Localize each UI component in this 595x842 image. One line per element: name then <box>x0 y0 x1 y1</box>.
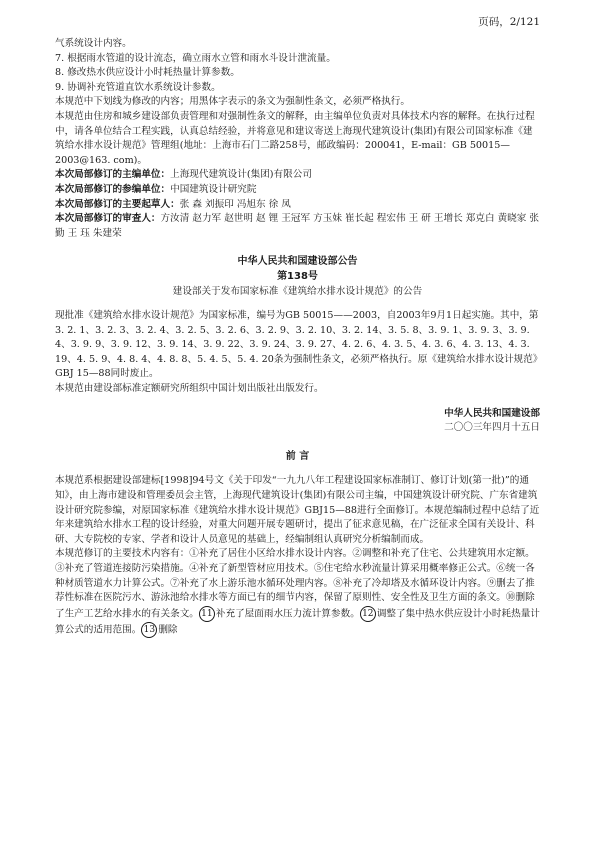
announcement-number: 第138号 <box>277 270 318 282</box>
editor-line <box>55 183 540 198</box>
intro-line: 7. 根据雨水管道的设计流态，确立雨水立管和雨水斗设计泄流量。 <box>55 52 336 64</box>
foreword-title: 前 言 <box>285 450 310 462</box>
foreword-text: 本规范修订的主要技术内容有：①补充了居住小区给水排水设计内容。②调整和补充了住宅、公共建筑用水定额。③补充了管道连接防污染措施。④补充了新型管材应用技术。⑤住宅给水秒流量计算采用概率修正公式。⑥统一各种材质管道水力计算公式。⑦补充了水上游乐池水循环处理内容。⑧补充了冷却塔及水循环设计内容。⑨删去了推荐性标准在医院污水、游泳池给水排水等方面已有的细节内容，保留了原则性、安全性及卫生方面的条文。⑩删除了生产工艺给水排水的有关条文。 <box>55 548 535 620</box>
editor-line <box>55 212 540 241</box>
editor-value: 方汝清 赵力军 赵世明 赵 锂 王冠军 方玉妹 崔长起 程宏伟 王 研 王增长 郑克白 黄晓家 张 勤 王 珏 朱建荣 <box>55 213 540 239</box>
editor-value: 中国建筑设计研究院 <box>170 183 257 195</box>
announcement-org: 中华人民共和国建设部公告 <box>237 256 358 268</box>
foreword-text: 删除 <box>158 624 178 636</box>
page-number: 页码，2/121 <box>478 16 540 28</box>
editor-value: 张 森 刘振印 冯旭东 徐 凤 <box>179 198 291 210</box>
editor-line <box>55 198 540 213</box>
signature-org: 中华人民共和国建设部 <box>444 407 540 419</box>
intro-line: 气系统设计内容。 <box>55 38 132 49</box>
circled-number: 12 <box>360 606 376 622</box>
circled-number: 11 <box>199 606 215 622</box>
foreword-text: 调整了集中热水供应设计小时耗热量计算公式的适用范围。 <box>55 608 540 636</box>
signature-date: 二〇〇三年四月十五日 <box>444 422 540 434</box>
announcement-body: 现批准《建筑给水排水设计规范》为国家标准，编号为GB 50015——2003，自2003年9月1日起实施。其中，第3. 2. 1、3. 2. 3、3. 2. 4、3. 2. 5、3. 2. 6、3. 2. 9、3. 2. 10、3. 2. 14、3. 5. 8、3. 9. 1、3. 9. 3、3. 9. 4、3. 9. 9、3. 9. 12、3. 9. 14、3. 9. 22、3. 9. 24、3. 9. 27、4. 2. 6、4. 3. 5、4. 3. 6、4. 3. 13、4. 3. 19、4. 5. 9、4. 8. 4、4. 8. 8、5. 4. 5、5. 4. 20条为强制性条文，必须严格执行。原《建筑给水排水设计规范》GBJ 15—88同时废止。 <box>55 310 539 380</box>
editor-label: 本次局部修订的主编单位： <box>55 169 171 181</box>
editor-label: 本次局部修订的审查人： <box>55 213 161 225</box>
intro-line: 本规范中下划线为修改的内容；用黑体字表示的条文为强制性条文，必须严格执行。 <box>55 96 410 108</box>
editor-value: 上海现代建筑设计(集团)有限公司 <box>170 169 312 181</box>
editor-label: 本次局部修订的参编单位： <box>55 183 171 195</box>
circled-number: 13 <box>141 622 157 638</box>
intro-paragraph: 本规范由住房和城乡建设部负责管理和对强制性条文的解释，由主编单位负责对具体技术内容的解释。在执行过程中，请各单位结合工程实践，认真总结经验，并将意见和建议寄送上海现代建筑设计(集团)有限公司国家标准《建筑给水排水设计规范》管理组(地址：上海市石门二路258号，邮政编码：200041，E-mail：GB 50015—2003@163. com)。 <box>55 110 535 166</box>
announcement-subtitle: 建设部关于发布国家标准《建筑给水排水设计规范》的公告 <box>172 285 423 297</box>
editor-label: 本次局部修订的主要起草人： <box>55 198 180 210</box>
foreword-paragraph: 本规范系根据建设部建标[1998]94号文《关于印发“一九九八年工程建设国家标准制订、修订计划(第一批)”的通知》，由上海市建设和管理委员会主管，上海现代建筑设计(集团)有限公司主编，中国建筑设计研究院、广东省建筑设计研究院参编，对原国家标准《建筑给水排水设计规范》GBJ15—88进行全面修订。本规范编制过程中总结了近年来建筑给水排水工程的设计经验，对重大问题开展专题研讨，提出了征求意见稿，在广泛征求全国有关设计、科研、大专院校的专家、学者和设计人员意见的基础上，经编制组认真研究分析编制而成。 <box>55 475 540 545</box>
announcement-publish: 本规范由建设部标准定额研究所组织中国计划出版社出版发行。 <box>55 383 324 395</box>
foreword-text: 补充了屋面雨水压力流计算参数。 <box>215 608 360 620</box>
foreword-paragraph-2 <box>55 547 540 638</box>
editor-line <box>55 168 540 183</box>
intro-line: 9. 协调补充管道直饮水系统设计参数。 <box>55 81 221 93</box>
page-content <box>55 37 540 638</box>
intro-line: 8. 修改热水供应设计小时耗热量计算参数。 <box>55 67 240 79</box>
